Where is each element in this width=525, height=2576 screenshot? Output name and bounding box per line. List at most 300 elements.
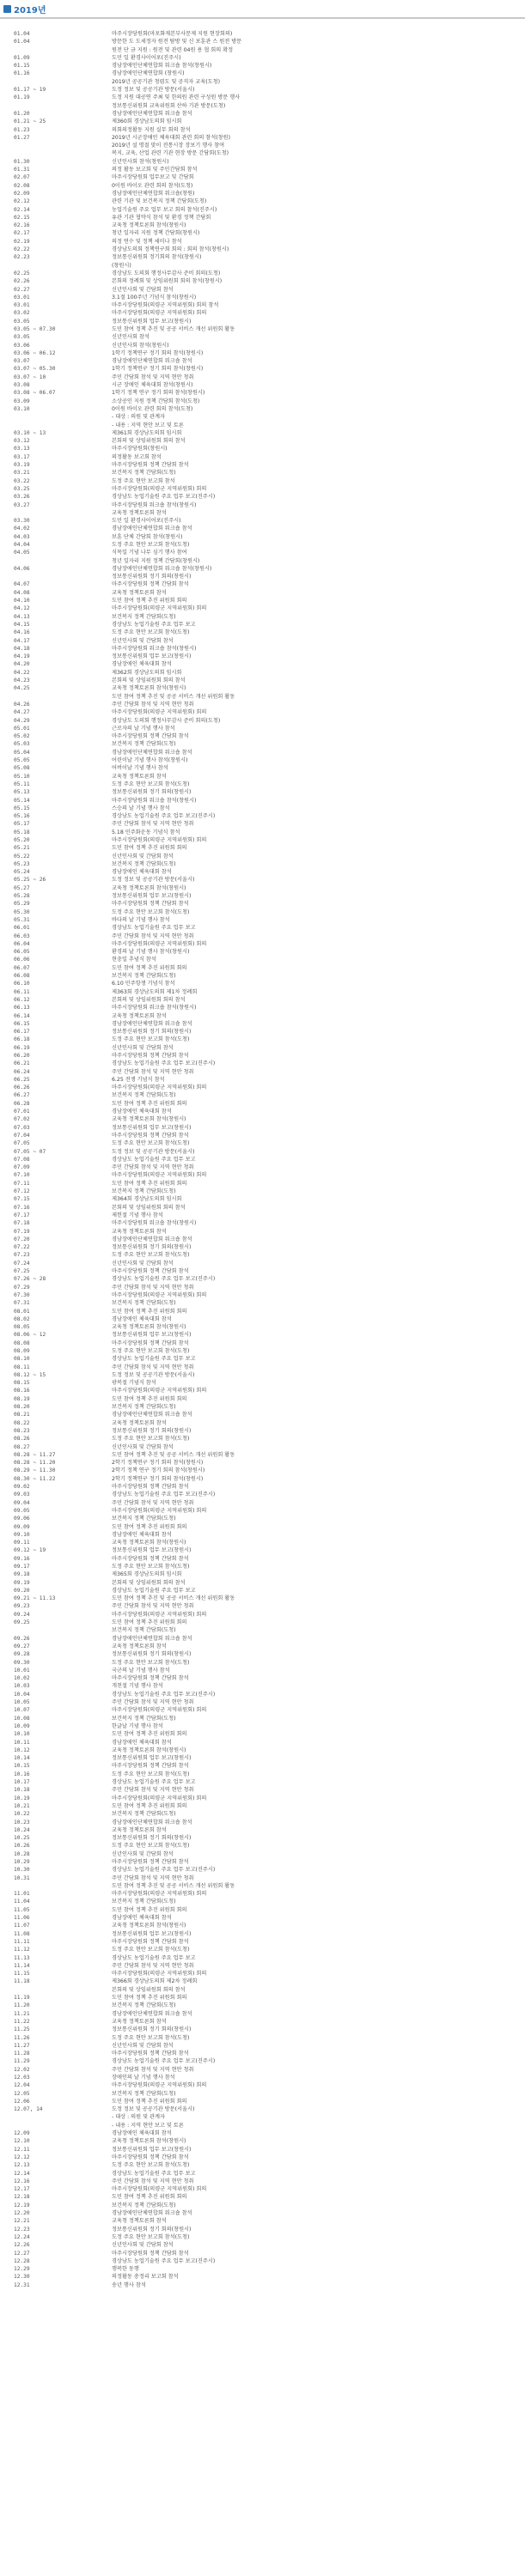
schedule-date: 02.07 (14, 174, 30, 181)
schedule-row (0, 2122, 525, 2129)
schedule-row (0, 725, 525, 732)
schedule-date: 07.20 (14, 1236, 30, 1242)
schedule-row (0, 1970, 525, 1978)
schedule-date: 10.09 (14, 1722, 30, 1729)
schedule-row (0, 1842, 525, 1850)
schedule-row (0, 1315, 525, 1323)
schedule-date: 08.21 (14, 1412, 30, 1419)
schedule-date: 02.19 (14, 238, 30, 245)
schedule-date: 12.23 (14, 2226, 30, 2233)
schedule-row (0, 1427, 525, 1435)
schedule-row (0, 1044, 525, 1052)
schedule-text: - 내용 : 지역 현안 보고 및 토론 (112, 422, 184, 428)
schedule-date: 12.09 (14, 2130, 30, 2137)
schedule-date: 07.03 (14, 1124, 30, 1131)
schedule-text: 신년인사회 및 간담회 참석 (112, 2242, 174, 2249)
schedule-date: 10.16 (14, 1771, 30, 1777)
schedule-date: 11.07 (14, 1923, 30, 1929)
schedule-row (0, 158, 525, 166)
schedule-row (0, 1419, 525, 1427)
schedule-date: 07.11 (14, 1180, 30, 1187)
schedule-row (0, 2129, 525, 2137)
schedule-row (0, 1068, 525, 1076)
schedule-row (0, 740, 525, 748)
schedule-text: 경남장애인 체육대회 참석 (112, 661, 172, 668)
schedule-date: 08.19 (14, 1395, 30, 1402)
schedule-text: 도정 주요 현안 보고회 참석(도청) (112, 1436, 190, 1443)
schedule-date: 05.02 (14, 733, 30, 740)
schedule-date: 04.23 (14, 677, 30, 684)
schedule-row (0, 1730, 525, 1738)
schedule-date: 03.05 (14, 318, 30, 325)
schedule-row (0, 764, 525, 772)
schedule-text: 주민 간담회 참석 및 지역 현안 청취 (112, 933, 194, 939)
schedule-row (0, 166, 525, 173)
schedule-row (0, 613, 525, 621)
schedule-row (0, 573, 525, 580)
schedule-row (0, 677, 525, 684)
schedule-row (0, 2066, 525, 2074)
schedule-row (0, 1778, 525, 1786)
schedule-date: 05.17 (14, 821, 30, 828)
schedule-row (0, 1650, 525, 1658)
schedule-date: 05.23 (14, 860, 30, 867)
schedule-date: 07.29 (14, 1284, 30, 1291)
schedule-date: 09.24 (14, 1611, 30, 1618)
schedule-text: 보건복지 정책 간담회(도청) (112, 1715, 176, 1722)
schedule-date: 01.20 (14, 110, 30, 117)
schedule-text: 의정활동 총정리 보고회 참석 (112, 2274, 179, 2281)
schedule-text: 보건복지 정책 간담회(도청) (112, 1627, 176, 1634)
schedule-row (0, 533, 525, 541)
schedule-row (0, 1898, 525, 1905)
schedule-row (0, 461, 525, 469)
schedule-date: 03.01 (14, 302, 30, 309)
schedule-text: 도민 참여 정책 추진 위원회 회의 (112, 845, 187, 852)
schedule-text: 본회의 및 상임위원회 회의 참석 (112, 1204, 186, 1211)
schedule-row (0, 860, 525, 868)
schedule-row (0, 1938, 525, 1946)
schedule-date: 12.31 (14, 2281, 30, 2288)
schedule-date: 12.11 (14, 2146, 30, 2153)
schedule-text: 방문한 도 도세정자 원전 탐방 및 신 보훈관 스 원전 방문 (112, 39, 242, 46)
schedule-text: 신년인사회 및 간담회 참석 (112, 1044, 174, 1051)
schedule-row (0, 1115, 525, 1123)
schedule-date: 03.05 (14, 334, 30, 341)
schedule-text: 주민 간담회 참석 및 지역 현안 청취 (112, 701, 194, 708)
schedule-text: 마주시장당원회 정책 간담회 참석 (112, 2050, 189, 2057)
schedule-text: 도정 주요 현안 보고회 참석(도청) (112, 542, 190, 548)
schedule-row (0, 2113, 525, 2121)
schedule-date: 08.28 ~ 11.27 (14, 1451, 56, 1458)
schedule-row (0, 126, 525, 134)
schedule-text: 도정 정보 및 공공기관 방문(서울시) (112, 877, 195, 884)
schedule-row (0, 2098, 525, 2105)
schedule-date: 05.08 (14, 765, 30, 772)
schedule-date: 09.26 (14, 1635, 30, 1642)
schedule-row (0, 509, 525, 517)
schedule-date: 08.06 ~ 12 (14, 1332, 46, 1339)
schedule-date: 12.07, 14 (14, 2106, 43, 2113)
schedule-text: 보건복지 정책 간담회(도청) (112, 1188, 176, 1195)
schedule-text: 신년인사회 참석(창원시) (112, 158, 169, 165)
schedule-row (0, 429, 525, 437)
schedule-text: 신년인사회 참석(창원시) (112, 342, 169, 349)
schedule-row (0, 2002, 525, 2009)
schedule-date: 02.26 (14, 278, 30, 285)
schedule-date: 04.20 (14, 661, 30, 668)
schedule-row (0, 1387, 525, 1394)
schedule-row (0, 1539, 525, 1546)
schedule-text: 도민 일 환경사이어포(진주시) (112, 54, 181, 61)
schedule-row (0, 389, 525, 397)
schedule-date: 05.25 ~ 26 (14, 877, 46, 884)
schedule-text: 경남장애인 체육대회 참석 (112, 1531, 172, 1538)
schedule-row (0, 1020, 525, 1028)
schedule-date: 05.10 (14, 773, 30, 780)
schedule-row (0, 1595, 525, 1602)
schedule-date: 03.08 ~ 06.07 (14, 390, 56, 397)
schedule-text: 마주시장당원회 워크숍 참석(창원시) (112, 501, 197, 508)
schedule-row (0, 1491, 525, 1498)
schedule-row (0, 701, 525, 708)
schedule-date: 06.06 (14, 957, 30, 963)
schedule-text: 도민 참여 정책 추진 위원회 회의 (112, 964, 187, 971)
schedule-date: 12.03 (14, 2075, 30, 2081)
schedule-date: 09.18 (14, 1571, 30, 1578)
schedule-date: 01.30 (14, 158, 30, 165)
schedule-date: 04.22 (14, 669, 30, 676)
schedule-text: 경남장애인단체연합회 워크숍 참석 (112, 749, 192, 756)
schedule-date: 06.19 (14, 1044, 30, 1051)
schedule-text: 교육청 정책토론회 참석 (112, 589, 167, 596)
schedule-row (0, 517, 525, 525)
schedule-date: 09.10 (14, 1531, 30, 1538)
schedule-row (0, 222, 525, 229)
schedule-row (0, 2185, 525, 2193)
schedule-date: 02.16 (14, 222, 30, 229)
schedule-date: 11.06 (14, 1915, 30, 1922)
schedule-text: 도정 주요 현안 보고회 참석(도청) (112, 2034, 190, 2041)
schedule-text: 본회의 및 상임위원회 회의 참석 (112, 996, 186, 1003)
schedule-row (0, 1036, 525, 1043)
schedule-text: 도정 주요 현안 보고회 참석(도청) (112, 908, 190, 915)
schedule-text: 제363회 경상남도의회 제1차 정례회 (112, 988, 198, 995)
schedule-date: 08.26 (14, 1436, 30, 1443)
schedule-row (0, 357, 525, 365)
schedule-date: 08.10 (14, 1356, 30, 1363)
schedule-row (0, 1994, 525, 2002)
schedule-row (0, 1331, 525, 1339)
schedule-row (0, 1602, 525, 1610)
schedule-row (0, 797, 525, 805)
schedule-text: 6.10 민주항쟁 기념식 참석 (112, 981, 175, 987)
schedule-text: 마주시장당원회 정책 간담회 참석 (112, 1763, 189, 1770)
schedule-row (0, 1091, 525, 1099)
schedule-date: 04.25 (14, 685, 30, 692)
schedule-date: 08.23 (14, 1427, 30, 1434)
schedule-date: 10.22 (14, 1811, 30, 1818)
schedule-row (0, 708, 525, 716)
schedule-text: 도정 정보 및 공공기관 방문(서울시) (112, 87, 195, 94)
schedule-text: 도정 주요 현안 보고회 참석(도청) (112, 629, 190, 636)
schedule-date: 07.05 (14, 1140, 30, 1147)
schedule-date: 06.18 (14, 1036, 30, 1043)
schedule-text: 경상남도 농업기술원 주요 업무 보고 (112, 621, 196, 628)
schedule-text: 도정 주요 현안 보고회 참석(도청) (112, 1843, 190, 1850)
schedule-row (0, 277, 525, 285)
schedule-row (0, 2090, 525, 2098)
schedule-text: 교육청 정책토론회 참석 (112, 1643, 167, 1649)
schedule-text: 어린이날 기념 행사 참석(창원시) (112, 757, 188, 764)
schedule-row (0, 1291, 525, 1299)
schedule-row (0, 405, 525, 413)
schedule-text: 도민 일 환경사이어포(진주시) (112, 518, 181, 525)
schedule-date: 03.07 ~ 05.30 (14, 366, 56, 373)
schedule-row (0, 1299, 525, 1307)
schedule-row (0, 653, 525, 660)
schedule-row (0, 246, 525, 253)
schedule-date: 10.24 (14, 1826, 30, 1833)
schedule-date: 05.14 (14, 797, 30, 804)
schedule-text: 제362회 경상남도의회 임시회 (112, 669, 182, 676)
schedule-text: 마주시장당원회 정책 간담회 참석 (112, 1132, 189, 1139)
schedule-date: 08.27 (14, 1443, 30, 1450)
schedule-text: 경상남도 농업기술원 주요 업무 보고(진주시) (112, 1276, 216, 1283)
schedule-text: 신년인사회 및 간담회 참석 (112, 1850, 174, 1857)
schedule-row (0, 1571, 525, 1578)
schedule-text: 교육청 정책토론회 참석(창원시) (112, 1923, 186, 1929)
schedule-date: 06.03 (14, 933, 30, 939)
schedule-row (0, 501, 525, 509)
schedule-text: 주민 간담회 참석 및 지역 현안 청취 (112, 821, 194, 828)
schedule-text: 교육청 정책토론회 참석(창원시) (112, 1324, 186, 1331)
schedule-date: 06.17 (14, 1029, 30, 1036)
schedule-row (0, 1228, 525, 1236)
schedule-row (0, 916, 525, 924)
schedule-row (0, 469, 525, 477)
schedule-row (0, 1890, 525, 1898)
schedule-text: 주민 간담회 참석 및 지역 현안 청취 (112, 1603, 194, 1610)
schedule-date: 10.15 (14, 1763, 30, 1770)
schedule-date: 10.25 (14, 1835, 30, 1842)
schedule-row (0, 2178, 525, 2185)
schedule-text: 경남장애인단체연합회 워크숍 참석 (112, 526, 192, 532)
schedule-date: 09.21 ~ 11.13 (14, 1595, 56, 1602)
schedule-text: 교육청 정책토론회 참석 (112, 509, 167, 516)
schedule-date: 08.09 (14, 1347, 30, 1354)
schedule-date: 12.06 (14, 2098, 30, 2105)
schedule-text: 보건복지 정책 간담회(도청) (112, 2090, 176, 2097)
schedule-text: 경상남도 농업기술원 주요 업무 보고(진주시) (112, 1691, 216, 1698)
schedule-date: 10.29 (14, 1858, 30, 1865)
schedule-text: 도민 참여 정책 추진 위원회 회의 (112, 1100, 187, 1107)
schedule-text: 경상남도 농업기술원 주요 업무 보고 (112, 1356, 196, 1363)
schedule-row (0, 1012, 525, 1020)
schedule-row (0, 229, 525, 237)
schedule-date: 05.24 (14, 869, 30, 876)
schedule-date: 05.05 (14, 757, 30, 764)
schedule-row (0, 413, 525, 421)
schedule-date: 12.05 (14, 2090, 30, 2097)
schedule-text: 2학기 정책 연구 정기 회의 참석(창원시) (112, 1467, 205, 1474)
schedule-date: 09.16 (14, 1555, 30, 1562)
schedule-text: 교육청 정책토론회 참석 (112, 1228, 167, 1235)
schedule-text: 본회의 정례회 및 상임위원회 회의 참석(창원시) (112, 278, 223, 285)
schedule-date: 03.22 (14, 477, 30, 484)
schedule-row (0, 262, 525, 270)
schedule-text: 정보통신위원회 정기 회의(창원시) (112, 1651, 192, 1658)
schedule-date: 08.15 (14, 1380, 30, 1387)
schedule-text: 경남장애인단체연합회 워크숍 참석 (112, 1635, 192, 1642)
schedule-text: 마주시장당원회(의령군 지역위원회) 회의 (112, 1388, 207, 1394)
schedule-row (0, 1563, 525, 1571)
schedule-text: 보건복지 정책 간담회(도청) (112, 470, 176, 477)
schedule-text: 경상남도 도의회 행정사무감사 준비 회의(도청) (112, 717, 221, 724)
schedule-row (0, 660, 525, 668)
schedule-row (0, 1722, 525, 1730)
schedule-text: 신년인사회 및 간담회 참석 (112, 1443, 174, 1450)
schedule-row (0, 1914, 525, 1922)
schedule-text: 도정 주요 현안 보고회 참석(도청) (112, 2162, 190, 2169)
schedule-date: 09.12 ~ 19 (14, 1547, 46, 1554)
schedule-row (0, 2250, 525, 2257)
schedule-date: 06.26 (14, 1084, 30, 1091)
schedule-text: 광복절 기념식 참석 (112, 1380, 156, 1387)
schedule-date: 07.10 (14, 1172, 30, 1179)
schedule-date: 07.25 (14, 1268, 30, 1275)
schedule-row (0, 493, 525, 501)
schedule-text: 보건복지 정책 간담회(도청) (112, 1404, 176, 1411)
schedule-date: 02.17 (14, 230, 30, 237)
schedule-list (0, 19, 525, 2289)
schedule-text: 의정 연수 및 정책 세미나 참석 (112, 238, 182, 245)
schedule-text: 교육청 정책토론회 참석 (112, 1419, 167, 1426)
schedule-text: - 대상 : 의원 및 관계자 (112, 414, 165, 421)
schedule-text: 교육청 정책토론회 참석(창원시) (112, 1540, 186, 1546)
schedule-date: 05.15 (14, 805, 30, 811)
schedule-date: 11.27 (14, 2042, 30, 2049)
schedule-text: 보건복지 정책 간담회(도청) (112, 860, 176, 867)
schedule-text: 소상공인 지원 정책 간담회 참석(도청) (112, 398, 200, 404)
schedule-row (0, 924, 525, 932)
schedule-date: 09.28 (14, 1651, 30, 1658)
schedule-text: 주민 간담회 참석 및 지역 현안 청취 (112, 1787, 194, 1794)
schedule-row (0, 1100, 525, 1108)
schedule-row (0, 2154, 525, 2161)
schedule-row (0, 1795, 525, 1802)
schedule-date: 02.14 (14, 206, 30, 213)
schedule-row (0, 1667, 525, 1674)
schedule-date: 10.17 (14, 1779, 30, 1786)
schedule-date: 12.27 (14, 2250, 30, 2257)
schedule-text: 도민 참여 정책 추진 위원회 회의 (112, 1995, 187, 2002)
schedule-text: 근로자의 날 기념 행사 참석 (112, 725, 175, 732)
schedule-date: 03.05 ~ 07.30 (14, 325, 56, 332)
schedule-text: 주민 간담회 참석 및 지역 현안 청취 (112, 1364, 194, 1370)
schedule-row (0, 1626, 525, 1634)
schedule-text: 주민 간담회 참석 및 지역 현안 청취 (112, 1699, 194, 1706)
schedule-row (0, 1611, 525, 1619)
schedule-row (0, 605, 525, 612)
schedule-text: 0이원 바이오 관련 회의 참석(도청) (112, 405, 193, 412)
schedule-row (0, 1643, 525, 1650)
schedule-text: 2019년 시군장애인 체육대회 관련 회의 참석(창원) (112, 134, 230, 141)
schedule-row (0, 78, 525, 86)
schedule-text: 도정 정보 및 공공기관 방문(서울시) (112, 2106, 195, 2113)
schedule-row (0, 805, 525, 812)
schedule-date: 06.27 (14, 1092, 30, 1099)
schedule-text: 마주시장당원회 정책 간담회 참석 (112, 1053, 189, 1059)
schedule-text: 정보통신위원회 업무 보고(창원시) (112, 1930, 192, 1937)
schedule-text: 본회의 및 상임위원회 회의 참석 (112, 1579, 186, 1586)
schedule-date: 10.23 (14, 1819, 30, 1826)
schedule-row (0, 1204, 525, 1212)
schedule-date: 03.25 (14, 485, 30, 492)
schedule-text: 마주시장당원회(의령군 지역위원회) 회의 (112, 1795, 207, 1801)
schedule-date: 09.25 (14, 1619, 30, 1626)
schedule-text: 마주시장당원회(의령군 지역위원회) 회의 (112, 1971, 207, 1978)
schedule-date: 02.23 (14, 254, 30, 261)
schedule-text: 도정 정보 및 공공기관 방문(서울시) (112, 1148, 195, 1155)
schedule-row (0, 525, 525, 532)
schedule-row (0, 1124, 525, 1132)
schedule-text: 마주시장당원회 정책 간담회 참석 (112, 462, 189, 469)
schedule-text: 정보통신위원회 업무 보고(창원시) (112, 1547, 192, 1554)
schedule-text: 정보통신위원회 정기 회의(창원시) (112, 574, 192, 580)
schedule-date: 12.13 (14, 2162, 30, 2169)
schedule-text: 마주시장당원회(의령군 지역위원회) 회의 (112, 1891, 207, 1898)
schedule-date: 06.28 (14, 1100, 30, 1107)
schedule-row (0, 956, 525, 963)
schedule-date: 12.10 (14, 2138, 30, 2145)
schedule-row (0, 1411, 525, 1419)
schedule-row (0, 820, 525, 828)
schedule-row (0, 732, 525, 740)
schedule-text: 0이원 바이오 관련 회의 참석(도청) (112, 182, 193, 189)
schedule-row (0, 182, 525, 190)
schedule-date: 04.15 (14, 621, 30, 628)
schedule-row (0, 717, 525, 725)
schedule-date: 04.05 (14, 550, 30, 556)
schedule-text: 경상남도 농업기술원 주요 업무 보고 (112, 1779, 196, 1786)
schedule-row (0, 1308, 525, 1315)
schedule-date: 05.03 (14, 741, 30, 748)
schedule-text: 마주시장당원회 정책 간담회 참석 (112, 2154, 189, 2160)
schedule-row (0, 1906, 525, 1914)
schedule-date: 01.27 (14, 134, 30, 141)
schedule-date: 05.11 (14, 781, 30, 787)
schedule-date: 06.12 (14, 996, 30, 1003)
schedule-row (0, 1691, 525, 1698)
schedule-text: 정보통신위원회 정기회의 참석(창원시) (112, 254, 202, 261)
schedule-row (0, 557, 525, 565)
schedule-date: 04.08 (14, 589, 30, 596)
schedule-date: 01.23 (14, 126, 30, 133)
schedule-date: 12.12 (14, 2154, 30, 2160)
schedule-date: 11.21 (14, 2010, 30, 2017)
schedule-row (0, 270, 525, 277)
schedule-date: 03.27 (14, 501, 30, 508)
schedule-text: 마주시장당원회 업무보고 및 간담회 (112, 174, 194, 181)
schedule-text: 정보통신위원회 정기 회의(창원시) (112, 789, 192, 796)
schedule-text: 도정 주요 현안 보고회 참석(도청) (112, 1947, 190, 1953)
schedule-row (0, 1930, 525, 1938)
schedule-row (0, 1371, 525, 1379)
schedule-date: 10.10 (14, 1731, 30, 1738)
schedule-row (0, 1139, 525, 1147)
schedule-row (0, 118, 525, 125)
